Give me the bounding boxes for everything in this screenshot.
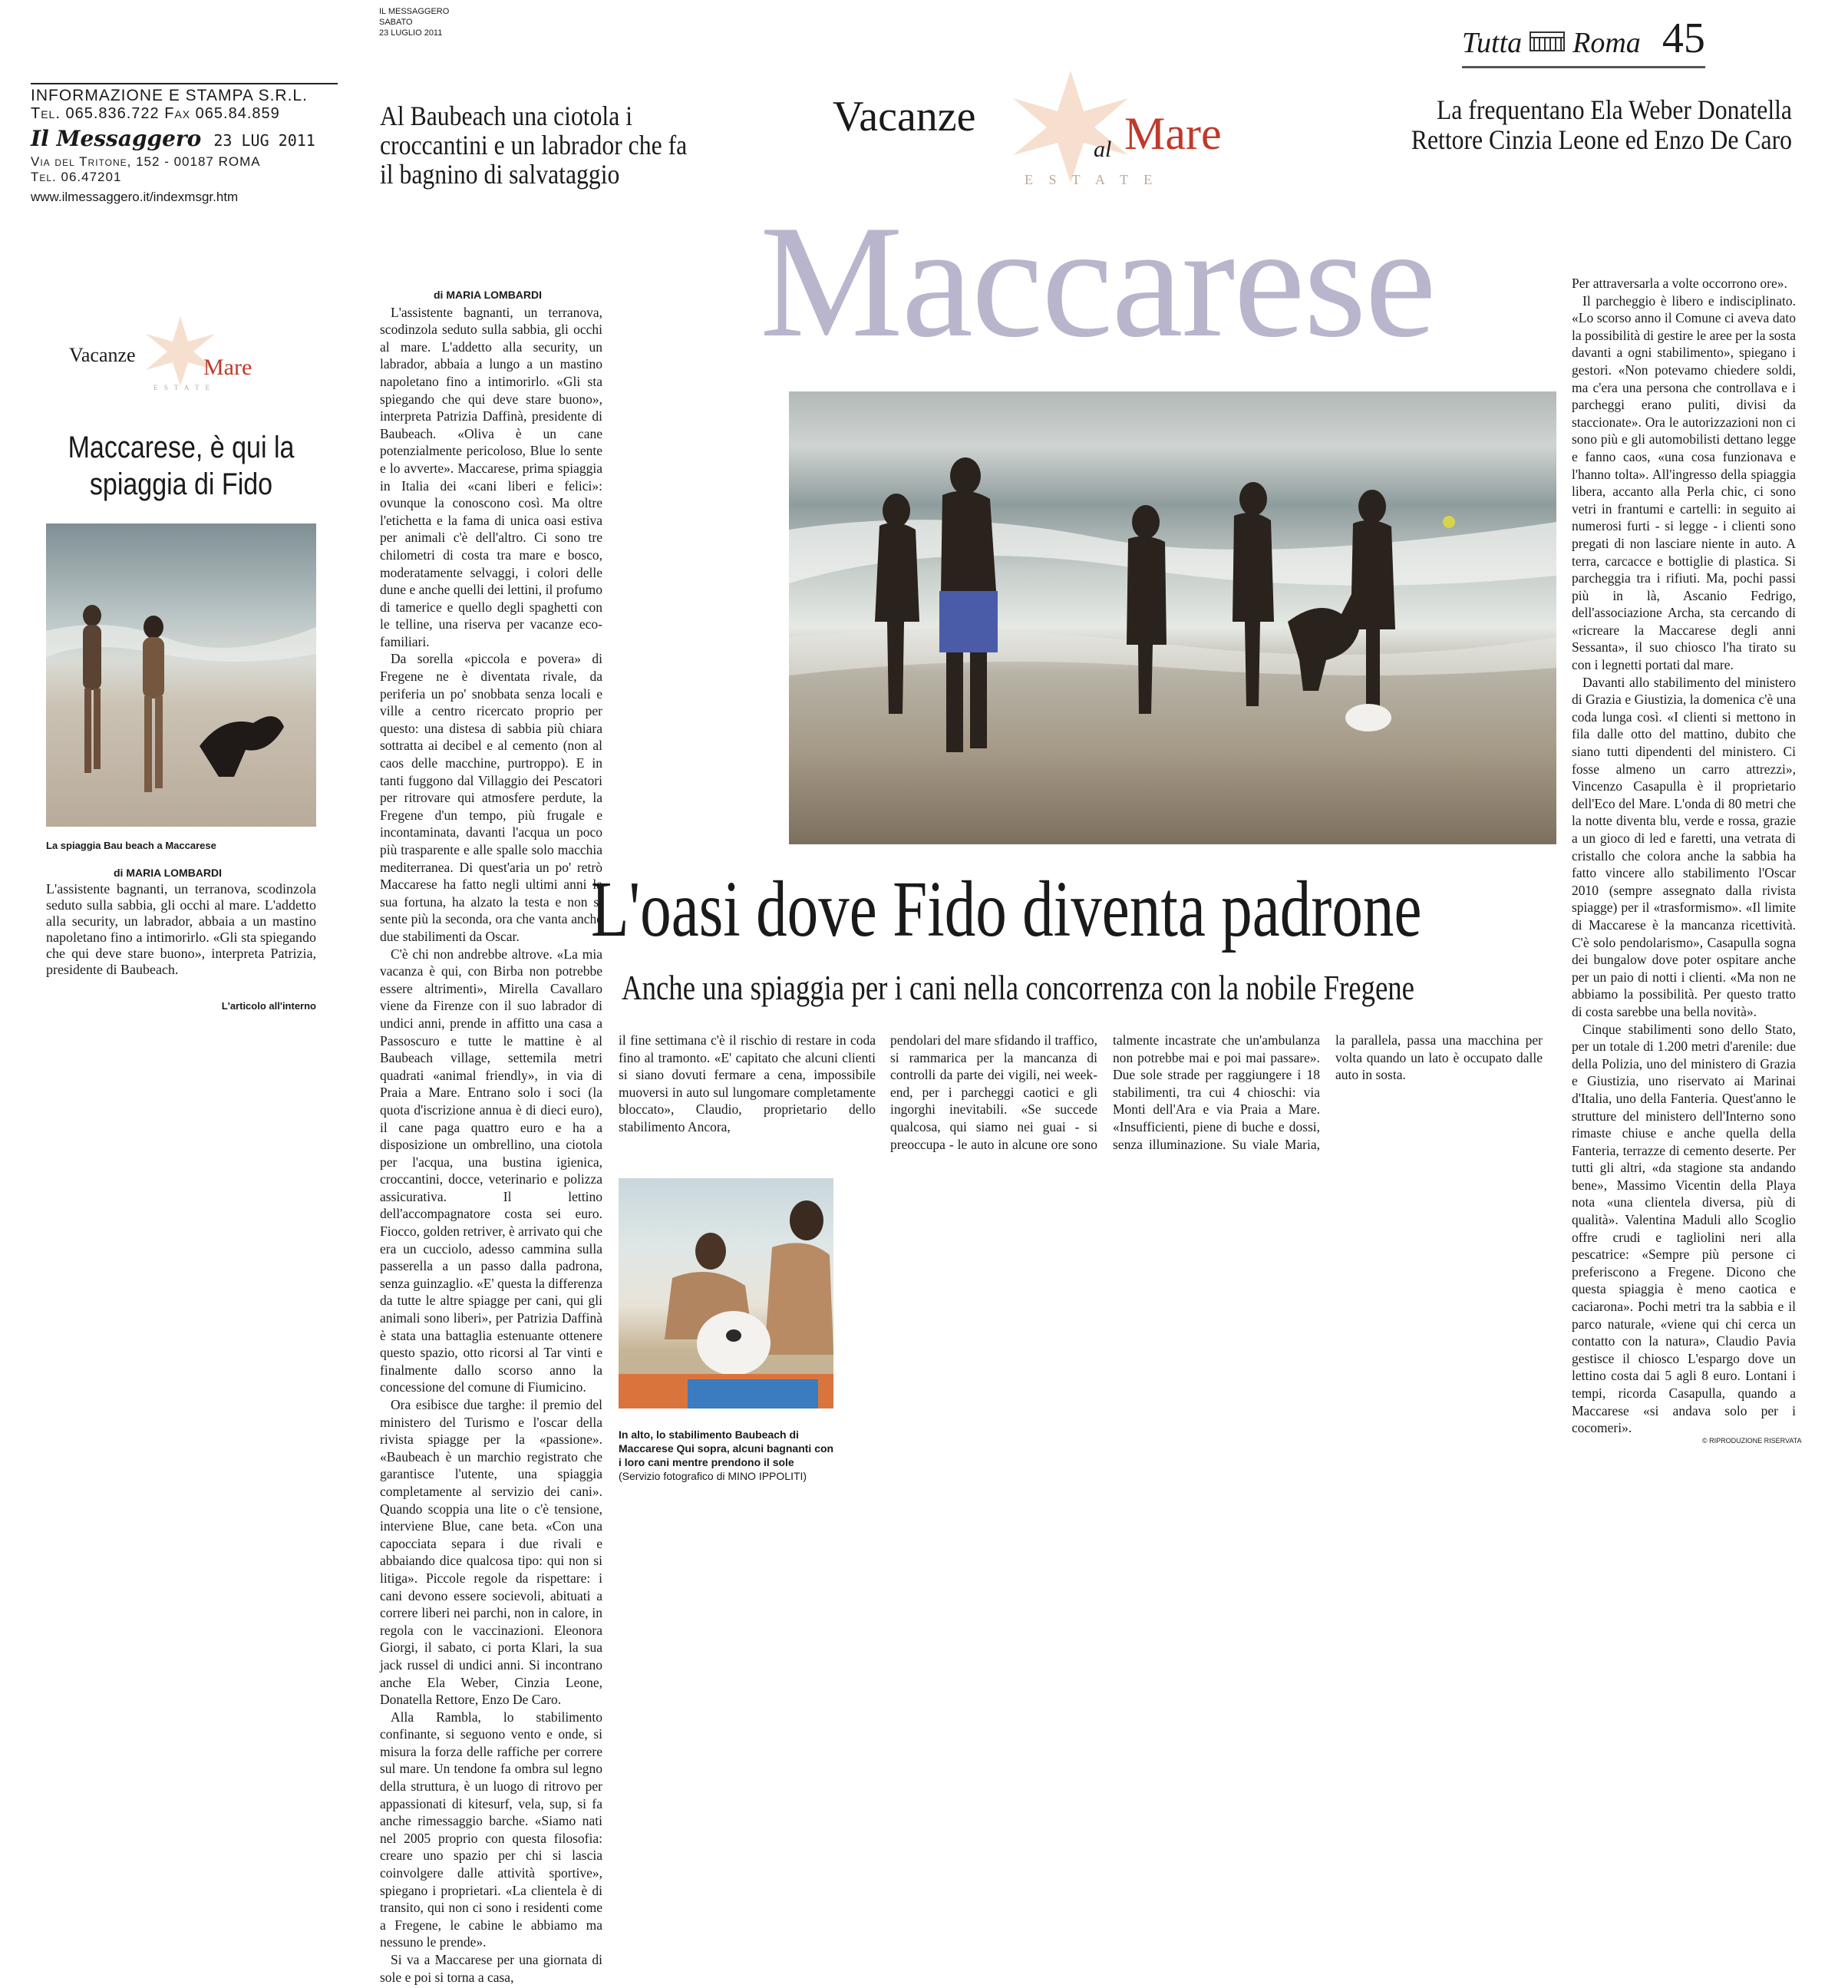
logo-vacanze: Vacanze [833,93,976,140]
sun-star-icon-large [998,69,1143,184]
subheadline: Anche una spiaggia per i cani nella concorrenza con la nobile Fregene [622,968,1415,1007]
section-header [1462,14,1705,68]
logo-mare: Mare [1124,108,1222,159]
article-paragraph-r2: Il parcheggio è libero e indisciplinato. «Lo scorso anno il Comune ci aveva dato la possibilità di gestire le aree per la sosta davanti a ogni stabilimento», spiegano i gestori. «Non potevamo chiedere soldi, ma c'era una persona che controllava e i parcheggi erano puliti, divisi da staccionate». Ora le autorizzazioni non ci sono più e gli automobilisti dettano legge e fanno caos, «una cosa funzionava e l'hanno tolta». All'ingresso della spiaggia libera, accanto alla Perla chic, ci sono vetri in frantumi e cartelli: in seguito ai numerosi furti - si legge - i clienti sono pregati di non lasciare niente in auto. A terra, carcacce e bottiglie di plastica. Si parcheggia tra i rifiuti. Ma, pochi passi più in là, Ascanio Fedrigo, dell'associazione Archa, sta cercando di «ricreare la Maccarese degli anni Sessanta», il suo chiosco l'ha tirato su con i legnetti portati dal mare. [1572,292,1796,673]
article-paragraph-r3: Davanti allo stabilimento del ministero di Grazia e Giustizia, la domenica c'è una coda lunga così. «I clienti si mettono in fila dalle otto del mattino, dubito che siano tutti dipendenti del ministero. Ci fosse almeno un carro attrezzi», Vincenzo Casapulla è il proprietario dell'Eco del Mare. L'onda di 80 metri che la notte diventa blu, verde e rossa, grazie a un gioco di led e faretti, una vetrata di cristallo che colora anche la sabbia ha fatto vincere allo stabilimento l'Oscar 2010 (sempre assegnato dalla rivista spiagge) per il «trasformismo». «Il limite di Maccarese è la mancanza ricettività. C'è solo pendolarismo», Casapulla sogna dei bungalow dove poter ospitare anche per un paio di notti i clienti. «Ma non ne abbiamo la possibilità. Per questo tratto di costa sarebbe una bella novità». [1572,674,1796,1019]
main-photo [789,391,1556,844]
colosseum-icon [1530,29,1565,52]
teaser-box [46,315,316,1013]
teaser-headline: Maccarese, è qui la spiaggia di Fido [68,431,295,501]
agency-address: Via del Tritone, 152 - 00187 ROMA [31,154,261,169]
page-meta-date: 23 LUGLIO 2011 [379,28,443,38]
page-meta-paper: IL MESSAGGERO [379,7,450,16]
teaser-logo [46,315,316,395]
article-paragraph-5: Alla Rambla, lo stabilimento confinante, si seguono vento e onde, si misura la forza delle raffiche per correre sul mare. Un tendone fa ombra sul legno della struttura, è un luogo di ritrovo per appassionati di kitesurf, vela, sup, si fa anche rimessaggio barche. «Siamo nati nel 2005 proprio con questa filosofia: creare uno spazio per chi si lascia coinvolgere dalle attività sportive», spiegano i proprietari. «La clientela è di transito, qui non ci sono i residenti come a Fregene, le cabine le abbiamo ma nessuno le prende». [380,1709,602,1950]
page-meta [379,6,449,38]
copyright-note: © RIPRODUZIONE RISERVATA [1702,1437,1802,1445]
article-paragraph-col2: il fine settimana c'è il rischio di restare in coda fino al tramonto. «E' capitato che alcuni clienti si siano dovuti fermare a cena, impossibile muoversi in auto sul lungomare completamente bloccato», Claudio, proprietario dello stabilimento Ancora, [619,1032,876,1134]
article-paragraph-1: L'assistente bagnanti, un terranova, scodinzola seduto sulla sabbia, gli occhi al mare. L'addetto alla security, un labrador, abbaia a lungo a un mastino napoletano fino a intimorirlo. «Gli sta spiegando che qui deve stare buono», interpreta Patrizia Daffinà, presidente di Baubeach. «Oliva è un cane potenzialmente pericoloso, Blue lo sente e lo avverte». Maccarese, prima spiaggia in Italia dei «cani liberi e felici»: ovunque la conoscono così. Ma oltre l'etichetta e la fama di unica oasi estiva per animali c'è dell'altro. Ci sono tre chilometri di costa tra mare e bosco, moderatamente selvaggi, i colori delle dune e anche quelli dei lettini, il profumo di tamerice e quello degli spaghetti con le telline, una riserva per vacanze eco-familiari. [380,304,602,649]
article-paragraph-col3: pendolari del mare sfidando il traffico, si rammarica per la mancanza di controlli da parte dei vigili, nei week-end, per i parcheggi caotici e gli ingorghi inevitabili. «Se succede qualcosa, qui siamo nei guai - si preoccupa - le auto in alcune ore sono talmente incastrate che un'ambulanza non potrebbe mai e poi mai passare». Due sole strade per raggiungere i 18 stabilimenti, tra cui 4 chioschi: via Monti dell'Ara e via Praia a Mare. «Insufficienti, piene di buche e dossi, senza illuminazione. Su viale Maria, la parallela, passa una macchina per volta quando un lato è occupato dalle auto in sosta. [890,1032,1543,1152]
section-roma: Roma [1572,27,1641,59]
article-column-3-4 [890,1032,1543,1168]
teaser-body: L'assistente bagnanti, un terranova, scodinzola seduto sulla sabbia, gli occhi al mare. L'addetto alla security, un labrador, abbaia a un mastino napoletano fino a intimorirlo. «Gli sta spiegando che qui deve stare buono», interpreta Patrizia, presidente di Baubeach. [46,881,316,977]
agency-url: www.ilmessaggero.it/indexmsgr.htm [31,190,239,204]
photo-caption-main: In alto, lo stabilimento Baubeach di Maccarese Qui sopra, alcuni bagnanti con i loro cani mentre prendono il sole [619,1428,834,1468]
photo-caption-credit: (Servizio fotografico di MINO IPPOLITI) [619,1470,807,1482]
article-column-1 [380,286,602,1985]
second-photo [619,1178,833,1408]
section-tutta: Tutta [1462,27,1523,59]
article-paragraph-3: C'è chi non andrebbe altrove. «La mia vacanza è qui, con Birba non potrebbe essere altrimenti», Mirella Cavallaro viene da Firenze con il suo labrador di undici anni, prende in affitto una casa a Passoscuro e tutte le mattine è al Baubeach village, settemila metri quadrati «animal friendly», in via di Praia a Mare. Entrano solo i soci (la quota d'iscrizione annua è di dieci euro), il cane paga quattro euro e ha a disposizione un ombrellino, una ciotola per l'acqua, una bustina igienica, croccantini, docce, veterinario e polizza assicurativa. Il lettino dell'accompagnatore costa sei euro. Fiocco, golden retriver, è arrivato qui che era un cucciolo, adesso cammina sulla passerella a un passo dalla padrona, senza guinzaglio. «E' questa la differenza da tutte le altre spiagge per cani, qui gli animali sono liberi», per Patrizia Daffinà è stata una battaglia estenuante ottenere questo spazio, otto ricorsi al Tar vinti e finalmente dallo scorso anno la concessione del comune di Fiumicino. [380,946,602,1395]
article-column-2 [619,1032,876,1168]
place-title: Maccarese [760,193,1435,371]
teaser-byline: di MARIA LOMBARDI [114,867,223,879]
teaser-ref: L'articolo all'interno [221,1000,316,1012]
article-paragraph-6: Si va a Maccarese per una giornata di sole e poi si torna a casa, [380,1952,602,1985]
teaser-photo-caption: La spiaggia Bau beach a Maccarese [46,840,216,851]
teaser-photo [46,523,316,827]
article-byline: di MARIA LOMBARDI [434,289,543,301]
kicker-left: Al Baubeach una ciotola i croccantini e un labrador che fa il bagnino di salvataggio [380,101,688,190]
logo-al: al [1094,137,1112,162]
kicker-right: La frequentano Ela Weber Donatella Rettore Cinzia Leone ed Enzo De Caro [1411,94,1792,155]
article-paragraph-4: Ora esibisce due targhe: il premio del ministero del Turismo e l'oscar della rivista spiagge per la «passione». «Baubeach è un marchio registrato che garantisce l'utente, una spiaggia completamente al servizio dei cani». Quando scoppia una lite o c'è tensione, interviene Blue, cane beta. «Con una capocciata separa i due rivali e abbaiando dice qualcosa tipo: qui non si litiga». Piccole regole da rispettare: i cani devono essere socievoli, abituati a correre liberi nei parchi, non in calore, in regola con le vaccinazioni. Eleonora Giorgi, il sabato, ci porta Klari, la sua jack russel di undici anni. Si incontrano anche Ela Weber, Cinzia Leone, Donatella Rettore, Enzo De Caro. [380,1397,602,1708]
vacanze-logo [833,77,1293,192]
article-paragraph-2: Da sorella «piccola e povera» di Fregene ne è diventata rivale, da periferia un po' snobbata senza locali e ville a centro ricercato proprio per questo: una distesa di sabbia più chiara sottratta ai decibel e al cemento (non al caos delle macchine, purtroppo). E in tanti fuggono dal Villaggio dei Pescatori per ritrovare qui atmosfere perdute, la Fregene d'un tempo, più frugale e incontaminata, davanti l'acqua un poco più trasparente e alle spalle solo macchia mediterranea. Di quest'aria un po' retrò Maccarese ha fatto negli ultimi anni la sua fortuna, ha alzato la testa e non si sente più la seconda, ora che vanta anche due stabilimenti da Oscar. [380,651,602,944]
article-paragraph-r1: Per attraversarla a volte occorrono ore». [1572,276,1787,291]
page-number: 45 [1662,15,1705,62]
article-paragraph-r4: Cinque stabilimenti sono dello Stato, per un totale di 1.200 metri d'arenile: due della Polizia, uno del ministero di Grazia e Giustizia, uno riservato ai Marinai d'Italia, uno della Fanteria. Quest'anno le strutture del ministero dell'Interno sono rimaste chiuse e anche quella della Fanteria, terrazze di cemento deserte. Per tutti gli altri, «da stagione sta andando bene», Massimo Vicentin della Playa nota «una clientela diversa, più di qualità». Valentina Maduli allo Scoglio offre crudi e tagliolini neri alla pescatrice: «Sempre più persone ci preferiscono a Fregene. Dicono che questa spiaggia è meno caotica e caciarona». Pochi metri tra la sabbia e il parco naturale, «viene qui chi cerca un contatto con la natura», Claudio Pavia gestisce il chiosco L'espargo dove un lettino costa dai 5 agli 8 euro. Lontani i tempi, ricorda Casapulla, quando a Maccarese «si andava solo per i cocomeri». [1572,1021,1796,1436]
second-photo-caption [619,1428,837,1483]
agency-tel: Tel. 06.47201 [31,170,122,184]
agency-name: INFORMAZIONE E STAMPA S.R.L. [31,83,338,105]
clipping-header [31,83,338,205]
date-stamp: 23 LUG 2011 [213,131,315,150]
teaser-logo-estate: E S T A T E [153,384,213,391]
page-meta-day: SABATO [379,18,413,27]
newspaper-logo: Il Messaggero [31,126,202,151]
agency-phone: Tel. 065.836.722 Fax 065.84.859 [31,105,280,122]
teaser-logo-mare: Mare [203,355,252,380]
article-column-5 [1572,275,1796,1436]
headline: L'oasi dove Fido diventa padrone [591,865,1422,953]
logo-estate: E S T A T E [1025,172,1159,187]
teaser-logo-vacanze: Vacanze [69,344,136,366]
